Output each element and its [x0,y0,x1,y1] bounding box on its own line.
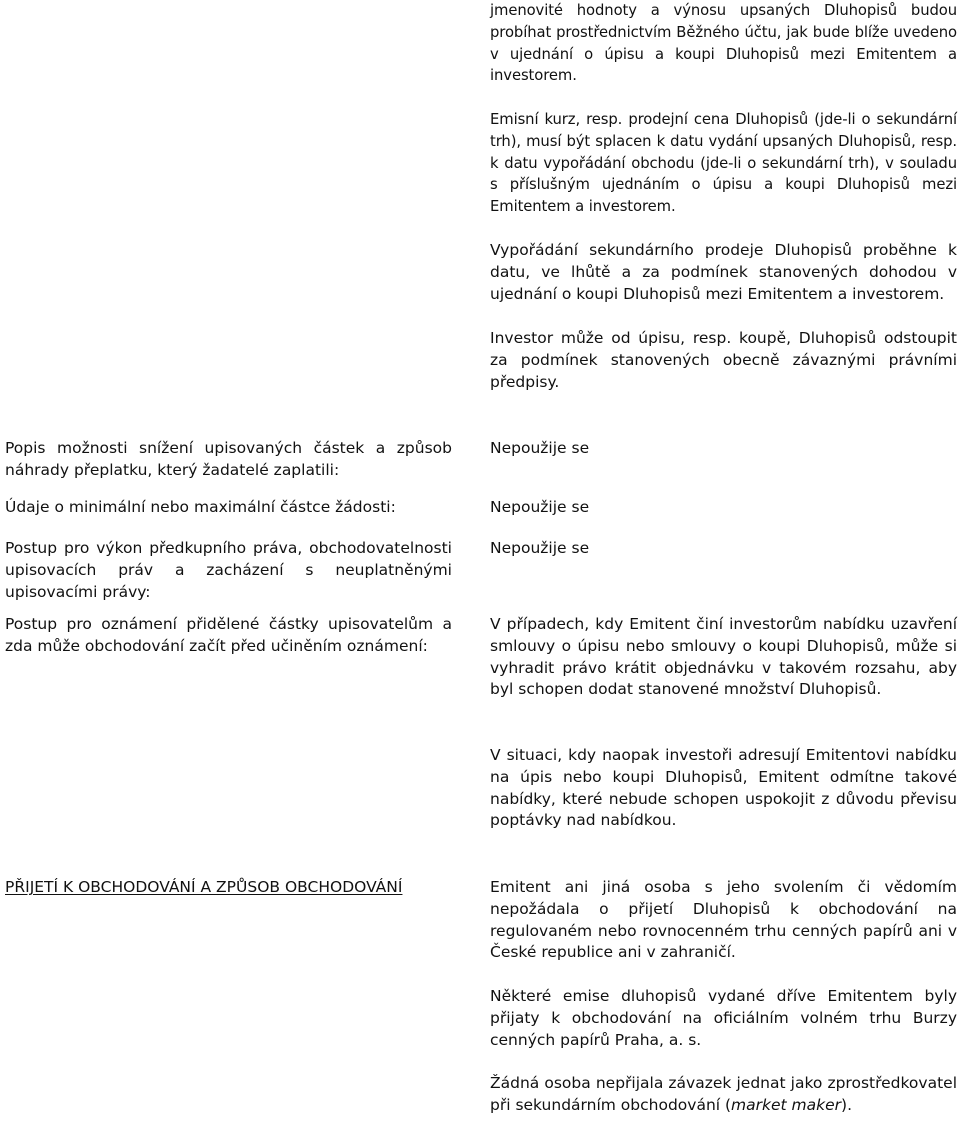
row-label-min-max: Údaje o minimální nebo maximální částce žádosti: [5,498,396,516]
row-value-allotment-rejection: V situaci, kdy naopak investoři adresují Emitentovi nabídku na úpis nebo koupi Dluhopisů, Emitent odmítne takové nabídky, které nebude schopen uspokojit z důvodu převisu poptávky nad nabídkou. [490,746,957,830]
market-maker-text-suffix: ). [841,1095,852,1114]
paragraph-previous-issues: Některé emise dluhopisů vydané dříve Emitentem byly přijaty k obchodování na oficiálním volném trhu Burzy cenných papírů Praha, a. s. [490,987,957,1049]
paragraph-market-maker [490,1073,957,1117]
paragraph-no-admission-request: Emitent ani jiná osoba s jeho svolením či vědomím nepožádala o přijetí Dluhopisů k obchodování na regulovaném nebo rovnocenném trhu cenných papírů ani v České republice ani v zahraničí. [490,878,957,962]
row-value-allotment-reduction: V případech, kdy Emitent činí investorům nabídku uzavření smlouvy o úpisu nebo smlouvy o koupi Dluhopisů, může si vyhradit právo krátit objednávku v takovém rozsahu, aby byl schopen dodat stanovené množství Dluhopisů. [490,615,957,699]
market-maker-term: market maker [731,1095,842,1114]
row-value-reduction: Nepoužije se [490,439,590,457]
row-label-reduction: Popis možnosti snížení upisovaných částek a způsob náhrady přeplatku, který žadatelé zaplatili: [5,439,452,479]
row-label-preemption: Postup pro výkon předkupního práva, obchodovatelnosti upisovacích práv a zacházení s neuplatněnými upisovacími právy: [5,539,452,601]
row-label-allotment: Postup pro oznámení přidělené částky upisovatelům a zda může obchodování začít před učiněním oznámení: [5,615,452,655]
paragraph-issue-price: Emisní kurz, resp. prodejní cena Dluhopisů (jde-li o sekundární trh), musí být splacen k datu vydání upsaných Dluhopisů, resp. k datu vypořádání obchodu (jde-li o sekundární trh), v souladu s příslušným ujednáním o úpisu a koupi Dluhopisů mezi Emitentem a investorem. [490,111,957,216]
market-maker-text-prefix: Žádná osoba nepřijala závazek jednat jako zprostředkovatel při sekundárním obchodování ( [490,1074,957,1114]
row-value-preemption: Nepoužije se [490,539,590,557]
paragraph-investor-withdrawal: Investor může od úpisu, resp. koupě, Dluhopisů odstoupit za podmínek stanovených obecně závaznými právními předpisy. [490,329,957,391]
row-value-min-max: Nepoužije se [490,498,590,516]
paragraph-secondary-settlement: Vypořádání sekundárního prodeje Dluhopisů proběhne k datu, ve lhůtě a za podmínek stanovených dohodou v ujednání o koupi Dluhopisů mezi Emitentem a investorem. [490,241,957,303]
paragraph-payment-account: jmenovité hodnoty a výnosu upsaných Dluhopisů budou probíhat prostřednictvím Běžného účtu, jak bude blíže uvedeno v ujednání o úpisu a koupi Dluhopisů mezi Emitentem a investorem. [490,2,957,85]
section-heading-admission-trading: PŘIJETÍ K OBCHODOVÁNÍ A ZPŮSOB OBCHODOVÁNÍ [5,878,403,896]
